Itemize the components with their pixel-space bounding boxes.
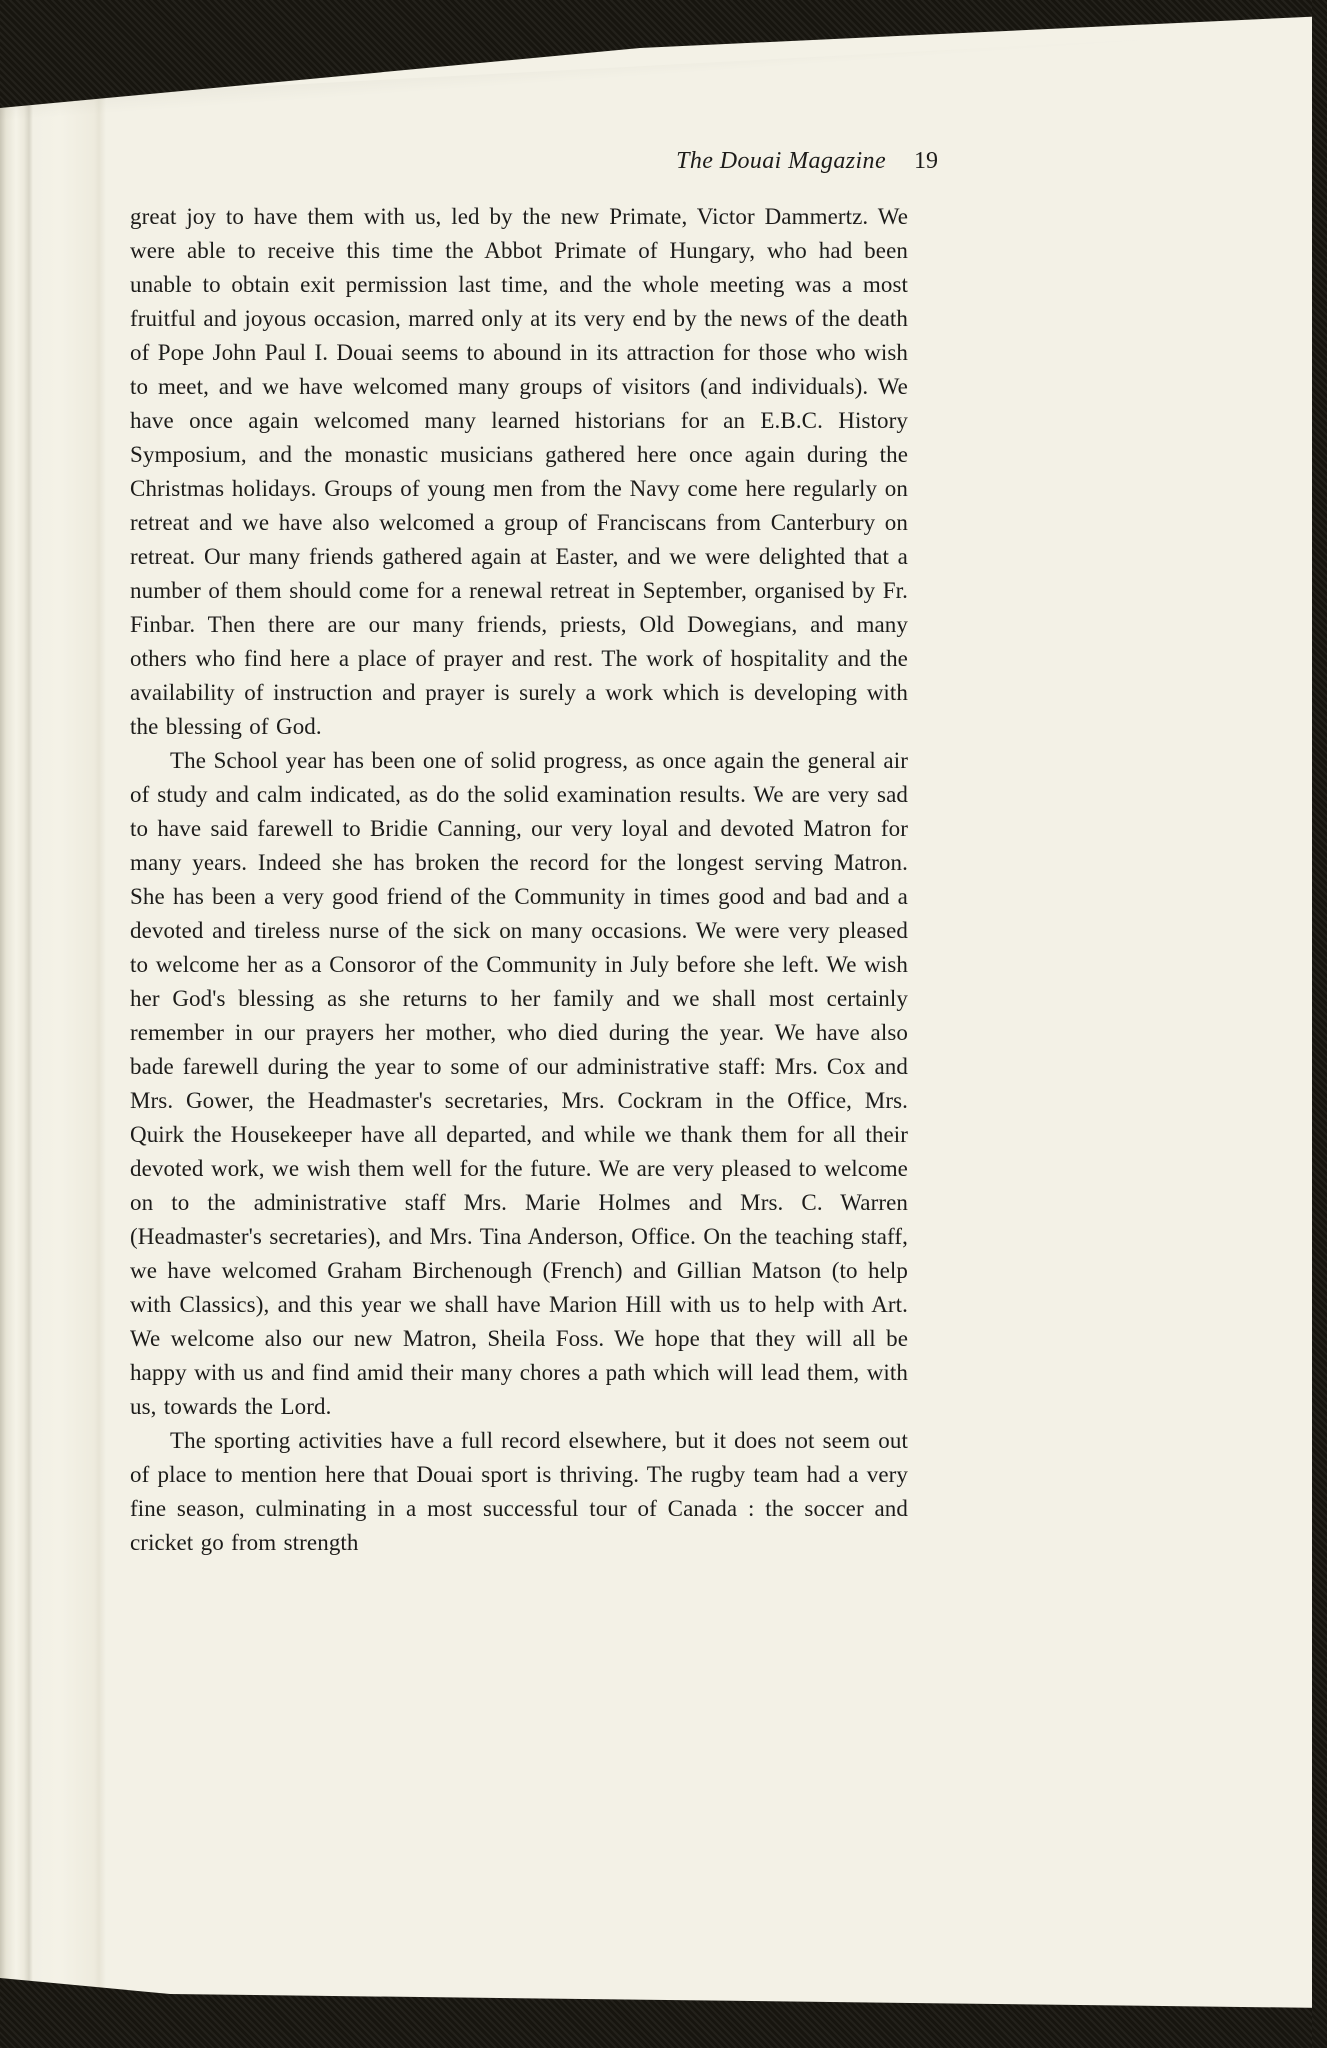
paragraph: great joy to have them with us, led by the new Primate, Victor Dammertz. We were able to receive this time the Abbot Primate of Hungary, who had been unable to obtain exit permission last time, and the whole meeting was a most fruitful and joyous occasion, marred only at its very end by the news of the death of Pope John Paul I. Douai seems to abound in its attraction for those who wish to meet, and we have welcomed many groups of visitors (and individuals). We have once again welcomed many learned historians for an E.B.C. History Symposium, and the monastic musicians gathered here once again during the Christmas holidays. Groups of young men from the Navy come here regularly on retreat and we have also welcomed a group of Franciscans from Canterbury on retreat. Our many friends gathered again at Easter, and we were delighted that a number of them should come for a renewal retreat in September, organised by Fr. Finbar. Then there are our many friends, priests, Old Dowegians, and many others who find here a place of prayer and rest. The work of hospitality and the availability of instruction and prayer is surely a work which is developing with the blessing of God. bbox=[130, 204, 908, 739]
book-cover-bottom-edge bbox=[0, 1968, 1327, 2048]
book-cover-right-edge bbox=[1312, 0, 1327, 2048]
page-edge-stack bbox=[1233, 0, 1313, 2048]
magazine-title: The Douai Magazine bbox=[676, 148, 886, 174]
book-cover-top-edge bbox=[0, 0, 1327, 112]
paragraph: The School year has been one of solid progress, as once again the general air of study and calm indicated, as do the solid examination results. We are very sad to have said farewell to Bridie Canning, our very loyal and devoted Matron for many years. Indeed she has broken the record for the longest serving Matron. She has been a very good friend of the Community in times good and bad and a devoted and tireless nurse of the sick on many occasions. We were very pleased to welcome her as a Consoror of the Community in July before she left. We wish her God's blessing as she returns to her family and we shall most certainly remember in our prayers her mother, who died during the year. We have also bade farewell during the year to some of our administrative staff: Mrs. Cox and Mrs. Gower, the Headmaster's secretaries, Mrs. Cockram in the Office, Mrs. Quirk the Housekeeper have all departed, and while we thank them for all their devoted work, we wish them well for the future. We are very pleased to welcome on to the administrative staff Mrs. Marie Holmes and Mrs. C. Warren (Headmaster's secretaries), and Mrs. Tina Anderson, Office. On the teaching staff, we have welcomed Graham Birchenough (French) and Gillian Matson (to help with Classics), and this year we shall have Marion Hill with us to help with Art. We welcome also our new Matron, Sheila Foss. We hope that they will all be happy with us and find amid their many chores a path which will lead them, with us, towards the Lord. bbox=[130, 748, 908, 1419]
paragraph: The sporting activities have a full record elsewhere, but it does not seem out of place to mention here that Douai sport is thriving. The rugby team had a very fine season, culminating in a most successful tour of Canada : the soccer and cricket go from strength bbox=[130, 1428, 908, 1555]
book-page bbox=[130, 146, 938, 1560]
page-gutter-shading bbox=[0, 0, 130, 2048]
page-number: 19 bbox=[914, 148, 938, 174]
running-header bbox=[130, 146, 938, 176]
page-body bbox=[130, 200, 908, 1560]
